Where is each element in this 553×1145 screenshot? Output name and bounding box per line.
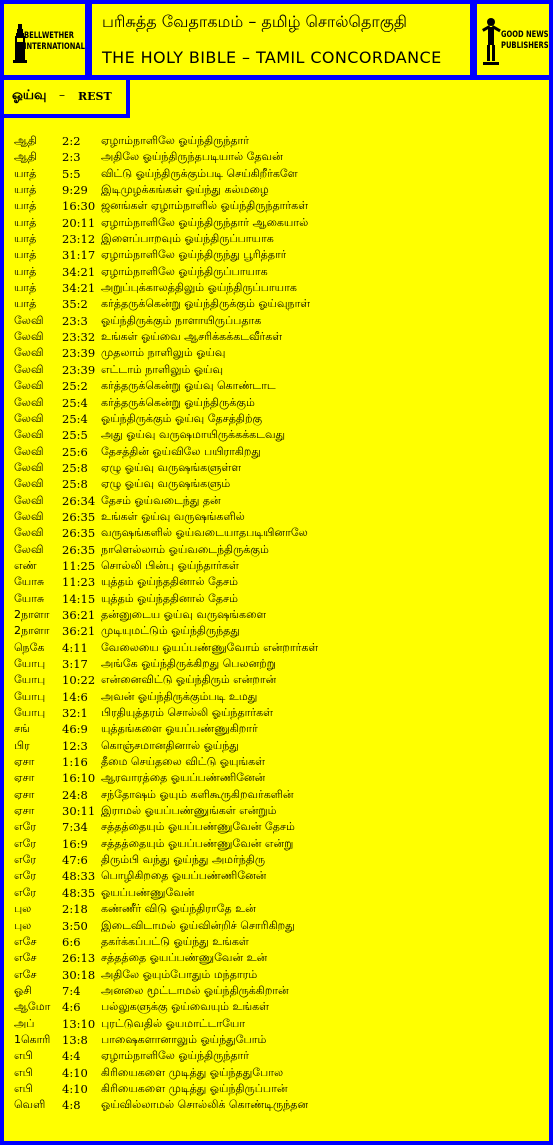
concordance-row (4, 198, 549, 214)
concordance-row (4, 525, 549, 541)
verse-reference: 4:8 (62, 1098, 81, 1113)
verse-reference: 36:21 (62, 607, 96, 622)
verse-snippet: இராமல் ஓயப்பண்ணுங்கள் என்றும் (101, 804, 277, 818)
concordance-row (4, 770, 549, 786)
verse-snippet: சொல்லி பின்பு ஓய்ந்தார்கள் (101, 558, 239, 572)
concordance-row (4, 967, 549, 983)
book-abbrev: வெளி (14, 1098, 46, 1112)
verse-reference: 1:16 (62, 755, 88, 770)
book-abbrev: 2நாளா (14, 624, 50, 638)
book-abbrev: யாத் (14, 183, 37, 197)
verse-reference: 4:4 (62, 1049, 81, 1064)
book-abbrev: லேவி (14, 526, 44, 540)
concordance-row (4, 1048, 549, 1064)
book-abbrev: ஆமோ (14, 1000, 51, 1014)
book-abbrev: யோசு (14, 591, 45, 605)
verse-reference: 14:15 (62, 591, 96, 606)
verse-reference: 13:8 (62, 1032, 88, 1047)
concordance-row (4, 444, 549, 460)
verse-reference: 9:29 (62, 183, 88, 198)
verse-snippet: பல்லுகளுக்கு ஓய்வையும் உங்கள் (101, 1000, 270, 1014)
concordance-row (4, 738, 549, 754)
verse-snippet: தேசம் ஓய்வடைந்து தன் (101, 493, 221, 507)
book-abbrev: எரே (14, 853, 37, 867)
verse-reference: 35:2 (62, 297, 88, 312)
good-news-name-line2: PUBLISHERS (501, 41, 549, 51)
verse-reference: 23:39 (62, 346, 96, 361)
book-abbrev: யாத் (14, 297, 37, 311)
verse-reference: 3:17 (62, 657, 88, 671)
verse-snippet: அது ஓய்வு வருஷமாயிருக்கக்கடவது (101, 428, 286, 442)
verse-snippet: அவன் ஓய்ந்திருக்கும்படி உமது (101, 689, 258, 703)
concordance-row (4, 427, 549, 443)
verse-snippet: ஏழாம்நாளிலே ஓய்ந்திருந்தார் ஆகையால் (101, 215, 309, 229)
verse-snippet: முதலாம் நாளிலும் ஓய்வு (101, 346, 226, 360)
verse-reference: 7:34 (62, 820, 88, 835)
concordance-row (4, 787, 549, 803)
concordance-row (4, 329, 549, 345)
book-abbrev: யோபு (14, 689, 46, 703)
verse-reference: 25:6 (62, 444, 88, 459)
verse-snippet: புரட்டுவதில் ஓயமாட்டாயோ (101, 1016, 246, 1030)
verse-snippet: பாஷைகளானாலும் ஓய்ந்துபோம் (101, 1032, 267, 1046)
concordance-row (4, 918, 549, 934)
book-abbrev: யோபு (14, 706, 46, 720)
verse-snippet: சத்தத்தை ஓயப்பண்ணுவேன் உன் (101, 951, 268, 965)
concordance-row (4, 460, 549, 476)
concordance-row (4, 607, 549, 623)
book-abbrev: லேவி (14, 493, 44, 507)
verse-snippet: ஆரவாரத்தை ஓயப்பண்ணினேன் (101, 771, 266, 785)
verse-reference: 48:35 (62, 885, 96, 900)
verse-reference: 23:12 (62, 232, 96, 247)
concordance-row (4, 149, 549, 165)
book-abbrev: ஏசா (14, 755, 35, 769)
concordance-row (4, 182, 549, 198)
book-abbrev: புல (14, 902, 32, 916)
book-abbrev: ஆதி (14, 134, 37, 147)
verse-snippet: பிரதியுத்தரம் சொல்லி ஓய்ந்தார்கள் (101, 706, 274, 720)
verse-reference: 47:6 (62, 853, 88, 868)
book-abbrev: யோபு (14, 657, 46, 670)
verse-snippet: ஓய்ந்திருக்கும் ஓய்வு தேசத்திற்கு (101, 411, 263, 425)
verse-snippet: இடிமுழக்கங்கள் ஓய்ந்து கல்மழை (101, 183, 269, 197)
book-abbrev: லேவி (14, 444, 44, 458)
verse-reference: 48:33 (62, 869, 96, 884)
entry-word-tamil: ஓய்வு (12, 88, 47, 103)
concordance-row (4, 264, 549, 280)
verse-reference: 2:3 (62, 150, 81, 165)
verse-snippet: நாளெல்லாம் ஓய்வடைந்திருக்கும் (101, 542, 269, 556)
verse-reference: 25:2 (62, 379, 88, 394)
verse-reference: 4:10 (62, 1081, 88, 1096)
verse-reference: 20:11 (62, 215, 96, 230)
verse-snippet: ஏழு ஓய்வு வருஷங்களும் (101, 477, 231, 491)
verse-reference: 16:30 (62, 199, 96, 214)
concordance-row (4, 901, 549, 917)
verse-snippet: ஏழு ஓய்வு வருஷங்களுள்ள (101, 460, 242, 474)
verse-reference: 46:9 (62, 722, 88, 737)
verse-reference: 16:10 (62, 771, 96, 786)
concordance-row (4, 803, 549, 819)
title-box (92, 4, 470, 75)
book-abbrev: ஓசி (14, 983, 32, 997)
verse-snippet: என்னைவிட்டு ஓய்ந்திரும் என்றான் (101, 673, 277, 687)
verse-snippet: ஜனங்கள் ஏழாம்நாளில் ஓய்ந்திருந்தார்கள் (101, 199, 309, 213)
concordance-row (4, 999, 549, 1015)
book-abbrev: யாத் (14, 199, 37, 213)
verse-reference: 6:6 (62, 934, 81, 949)
concordance-row (4, 345, 549, 361)
verse-reference: 23:39 (62, 362, 96, 377)
concordance-row (4, 362, 549, 378)
book-abbrev: சங் (14, 722, 30, 736)
concordance-row (4, 166, 549, 182)
book-abbrev: எரே (14, 836, 37, 850)
verse-reference: 26:35 (62, 542, 96, 557)
verse-reference: 31:17 (62, 248, 96, 263)
book-abbrev: ஆதி (14, 150, 37, 164)
book-abbrev: 1கொரி (14, 1032, 51, 1046)
book-abbrev: எபி (14, 1049, 33, 1063)
verse-reference: 12:3 (62, 738, 88, 753)
concordance-row (4, 868, 549, 884)
concordance-row (4, 280, 549, 296)
concordance-row (4, 1097, 549, 1113)
verse-reference: 26:35 (62, 526, 96, 541)
concordance-row (4, 623, 549, 639)
verse-reference: 2:18 (62, 902, 88, 917)
verse-snippet: உங்கள் ஓய்வு வருஷங்களில் (101, 509, 245, 523)
concordance-row (4, 885, 549, 901)
book-abbrev: எண் (14, 558, 37, 572)
concordance-row (4, 1065, 549, 1081)
book-abbrev: எபி (14, 1065, 33, 1079)
verse-reference: 26:34 (62, 493, 96, 508)
verse-snippet: இளைப்பாறவும் ஓய்ந்திருப்பாயாக (101, 232, 274, 246)
book-abbrev: எரே (14, 885, 37, 899)
verse-snippet: வருஷங்களில் ஓய்வடையாதபடியினாலே (101, 526, 308, 540)
verse-snippet: பொழிகிறதை ஓயப்பண்ணினேன் (101, 869, 267, 883)
book-abbrev: எரே (14, 820, 37, 834)
book-abbrev: லேவி (14, 346, 44, 360)
concordance-row (4, 378, 549, 394)
verse-reference: 10:22 (62, 673, 96, 688)
verse-snippet: கர்த்தருக்கென்று ஓய்ந்திருக்கும் (101, 395, 255, 409)
verse-snippet: இடைவிடாமல் ஓய்வின்றிச் சொரிகிறது (101, 918, 295, 932)
bellwether-name-line1: BELLWETHER (24, 31, 74, 41)
verse-snippet: ஓயப்பண்ணுவேன் (101, 885, 195, 899)
book-abbrev: யாத் (14, 281, 37, 295)
book-abbrev: லேவி (14, 395, 44, 409)
book-abbrev: யாத் (14, 248, 37, 262)
verse-reference: 4:6 (62, 1000, 81, 1015)
verse-snippet: அறுப்புக்காலத்திலும் ஓய்ந்திருப்பாயாக (101, 281, 297, 295)
verse-reference: 26:13 (62, 951, 96, 966)
verse-snippet: கிரியைகளை முடித்து ஓய்ந்திருப்பான் (101, 1081, 288, 1095)
verse-snippet: திரும்பி வந்து ஓய்ந்து அமர்ந்திரு (101, 853, 266, 867)
verse-snippet: தீமை செய்தலை விட்டு ஓயுங்கள் (101, 755, 266, 769)
verse-snippet: அதிலே ஓயும்போதும் மந்தாரம் (101, 967, 258, 981)
verse-reference: 26:35 (62, 509, 96, 524)
verse-snippet: ஏழாம்நாளிலே ஓய்ந்திருந்து பூரித்தார் (101, 248, 287, 262)
verse-snippet: எட்டாம் நாளிலும் ஓய்வு (101, 362, 224, 376)
concordance-row (4, 852, 549, 868)
verse-snippet: ஏழாம்நாளிலே ஓய்ந்திருந்தார் (101, 134, 250, 147)
book-abbrev: லேவி (14, 411, 44, 425)
verse-reference: 5:5 (62, 166, 81, 181)
verse-reference: 4:10 (62, 1065, 88, 1080)
verse-snippet: கர்த்தருக்கென்று ஓய்ந்திருக்கும் ஓய்வுநாள் (101, 297, 311, 311)
good-news-logo (477, 4, 549, 75)
book-abbrev: யோபு (14, 673, 46, 687)
verse-reference: 25:4 (62, 411, 88, 426)
book-abbrev: நெகே (14, 640, 45, 654)
concordance-row (4, 395, 549, 411)
book-abbrev: அப் (14, 1016, 35, 1030)
bellwether-logo (4, 4, 85, 75)
concordance-row (4, 656, 549, 672)
verse-snippet: முடியுமட்டும் ஓய்ந்திருந்தது (101, 624, 240, 638)
book-abbrev: எசே (14, 934, 37, 948)
book-abbrev: யோசு (14, 575, 45, 589)
concordance-row (4, 950, 549, 966)
verse-snippet: சத்தத்தையும் ஓயப்பண்ணுவேன் தேசம் (101, 820, 295, 834)
concordance-row (4, 542, 549, 558)
verse-reference: 14:6 (62, 689, 88, 704)
verse-reference: 23:3 (62, 313, 88, 328)
concordance-row (4, 836, 549, 852)
verse-snippet: கொஞ்சமானதினால் ஓய்ந்து (101, 738, 239, 752)
verse-snippet: சந்தோஷம் ஓயும் களிகூருகிறவர்களின் (101, 787, 294, 801)
verse-reference: 36:21 (62, 624, 96, 639)
concordance-row (4, 705, 549, 721)
book-abbrev: ஏசா (14, 804, 35, 818)
book-abbrev: எரே (14, 869, 37, 883)
verse-snippet: ஓய்வில்லாமல் சொல்லிக் கொண்டிருந்தன (101, 1098, 309, 1112)
book-abbrev: புல (14, 918, 32, 932)
verse-snippet: ஏழாம்நாளிலே ஓய்ந்திருப்பாயாக (101, 264, 268, 278)
entry-heading (4, 80, 130, 118)
concordance-row (4, 1081, 549, 1097)
verse-snippet: கர்த்தருக்கென்று ஓய்வு கொண்டாட (101, 379, 276, 393)
book-abbrev: பிர (14, 738, 30, 752)
verse-snippet: அதிலே ஓய்ந்திருந்தபடியால் தேவன் (101, 150, 283, 164)
verse-snippet: கண்ணீர் விடு ஓய்ந்திராதே உன் (101, 902, 256, 916)
book-abbrev: லேவி (14, 362, 44, 376)
concordance-row (4, 1032, 549, 1048)
verse-reference: 4:11 (62, 640, 88, 655)
verse-reference: 7:4 (62, 983, 81, 998)
book-abbrev: எபி (14, 1081, 33, 1095)
verse-snippet: யுத்தம் ஓய்ந்ததினால் தேசம் (101, 575, 238, 589)
verse-snippet: தன்னுடைய ஓய்வு வருஷங்களை (101, 607, 267, 621)
concordance-row (4, 231, 549, 247)
book-abbrev: லேவி (14, 477, 44, 491)
book-abbrev: ஏசா (14, 787, 35, 801)
concordance-list (4, 133, 549, 1114)
concordance-row (4, 721, 549, 737)
verse-reference: 34:21 (62, 281, 96, 296)
concordance-row (4, 509, 549, 525)
entry-word-english: REST (78, 90, 112, 103)
verse-snippet: கிரியைகளை முடித்து ஓய்ந்ததுபோல (101, 1065, 284, 1079)
book-abbrev: லேவி (14, 330, 44, 344)
verse-reference: 32:1 (62, 706, 88, 721)
bellwether-name-line2: INTERNATIONAL (24, 42, 85, 52)
book-abbrev: லேவி (14, 428, 44, 442)
title-english: THE HOLY BIBLE – TAMIL CONCORDANCE (102, 48, 442, 67)
concordance-row (4, 313, 549, 329)
book-abbrev: யாத் (14, 232, 37, 246)
verse-reference: 2:2 (62, 134, 81, 148)
verse-snippet: சத்தத்தையும் ஓயப்பண்ணுவேன் என்று (101, 836, 294, 850)
book-abbrev: லேவி (14, 313, 44, 327)
verse-reference: 11:23 (62, 575, 96, 590)
concordance-row (4, 754, 549, 770)
verse-reference: 23:32 (62, 330, 96, 345)
verse-reference: 16:9 (62, 836, 88, 851)
concordance-row (4, 247, 549, 263)
good-news-name-line1: GOOD NEWS (501, 30, 549, 40)
concordance-row (4, 983, 549, 999)
concordance-row (4, 1016, 549, 1032)
concordance-row (4, 640, 549, 656)
concordance-row (4, 672, 549, 688)
verse-snippet: அனலை மூட்டாமல் ஓய்ந்திருக்கிறான் (101, 983, 289, 997)
concordance-row (4, 133, 549, 149)
book-abbrev: யாத் (14, 166, 37, 180)
verse-snippet: தகர்க்கப்பட்டு ஓய்ந்து உங்கள் (101, 934, 249, 948)
concordance-row (4, 574, 549, 590)
book-abbrev: லேவி (14, 509, 44, 523)
verse-snippet: உங்கள் ஓய்வை ஆசரிக்கக்கடவீர்கள் (101, 330, 283, 344)
verse-snippet: விட்டு ஓய்ந்திருக்கும்படி செய்கிறீர்களே (101, 166, 298, 180)
book-abbrev: எசே (14, 967, 37, 981)
concordance-panel (4, 80, 549, 1141)
book-abbrev: யாத் (14, 264, 37, 278)
concordance-row (4, 689, 549, 705)
verse-reference: 24:8 (62, 787, 88, 802)
verse-snippet: தேசத்தின் ஓய்விலே பயிராகிறது (101, 444, 261, 458)
verse-reference: 3:50 (62, 918, 88, 933)
book-abbrev: 2நாளா (14, 607, 50, 621)
verse-reference: 25:8 (62, 477, 88, 492)
verse-reference: 25:8 (62, 460, 88, 475)
concordance-row (4, 591, 549, 607)
concordance-row (4, 476, 549, 492)
concordance-row (4, 819, 549, 835)
verse-reference: 30:11 (62, 804, 96, 819)
book-abbrev: லேவி (14, 379, 44, 393)
concordance-row (4, 411, 549, 427)
verse-reference: 30:18 (62, 967, 96, 982)
book-abbrev: எசே (14, 951, 37, 965)
concordance-row (4, 934, 549, 950)
concordance-row (4, 493, 549, 509)
verse-snippet: அங்கே ஓய்ந்திருக்கிறது பெலனற்று (101, 657, 276, 670)
verse-snippet: யுத்தம் ஓய்ந்ததினால் தேசம் (101, 591, 238, 605)
title-tamil: பரிசுத்த வேதாகமம் – தமிழ் சொல்தொகுதி (102, 12, 407, 31)
verse-reference: 25:4 (62, 395, 88, 410)
verse-snippet: யுத்தங்களை ஓயப்பண்ணுகிறார் (101, 722, 258, 736)
book-abbrev: லேவி (14, 460, 44, 474)
verse-reference: 13:10 (62, 1016, 96, 1031)
entry-dash: – (59, 88, 65, 102)
verse-snippet: ஓய்ந்திருக்கும் நாளாயிருப்பதாக (101, 313, 262, 327)
verse-reference: 11:25 (62, 558, 96, 573)
verse-snippet: ஏழாம்நாளிலே ஓய்ந்திருந்தார் (101, 1049, 250, 1063)
concordance-row (4, 558, 549, 574)
book-abbrev: லேவி (14, 542, 44, 556)
verse-snippet: வேலையை ஓயப்பண்ணுவோம் என்றார்கள் (101, 640, 319, 654)
verse-reference: 25:5 (62, 428, 88, 443)
concordance-row (4, 215, 549, 231)
verse-reference: 34:21 (62, 264, 96, 279)
book-abbrev: ஏசா (14, 771, 35, 785)
book-abbrev: யாத் (14, 215, 37, 229)
concordance-row (4, 296, 549, 312)
